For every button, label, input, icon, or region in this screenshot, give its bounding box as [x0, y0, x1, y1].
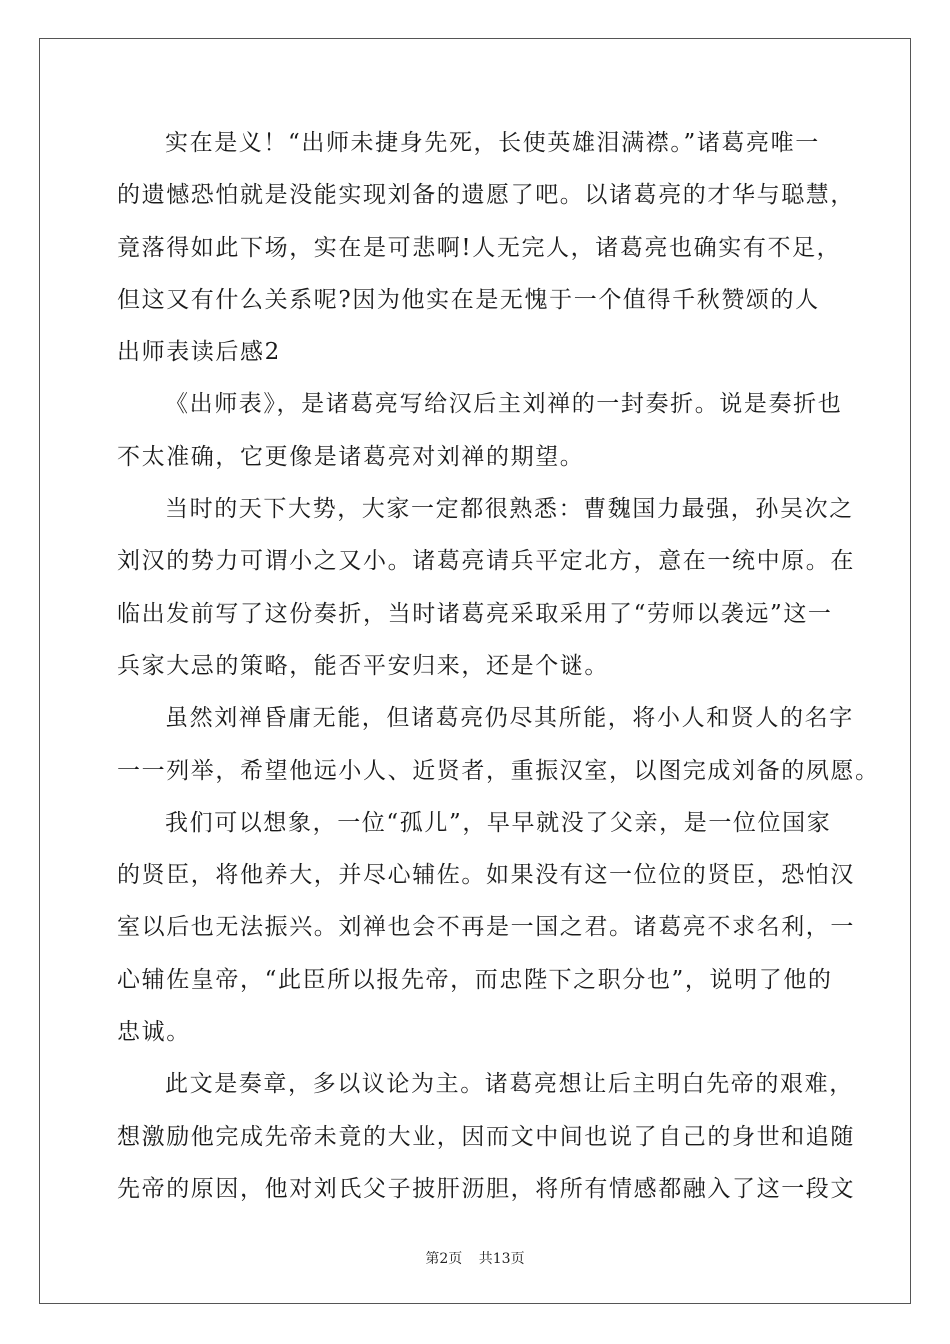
text-line: 当时的天下大势，大家一定都很熟悉：曹魏国力最强，孙吴次之	[165, 496, 854, 523]
text-line: 兵家大忌的策略，能否平安归来，还是个谜。	[117, 652, 609, 679]
text-line: 我们可以想象，一位“孤儿”，早早就没了父亲，是一位位国家	[165, 809, 832, 836]
text-line: 忠诚。	[117, 1019, 191, 1046]
text-line: 刘汉的势力可谓小之又小。诸葛亮请兵平定北方，意在一统中原。在	[117, 548, 855, 575]
text-line: 竟落得如此下场，实在是可悲啊!人无完人，诸葛亮也确实有不足，	[117, 234, 842, 261]
page-number: 第2页	[425, 1251, 463, 1267]
text-line: 不太准确，它更像是诸葛亮对刘禅的期望。	[117, 443, 585, 470]
text-line: 室以后也无法振兴。刘禅也会不再是一国之君。诸葛亮不求名利，一	[117, 914, 855, 941]
section-heading: 出师表读后感2	[117, 339, 281, 366]
page-footer	[0, 1248, 950, 1268]
document-body	[117, 128, 880, 1226]
page-total: 共13页	[478, 1251, 525, 1267]
text-line: 临出发前写了这份奏折，当时诸葛亮采取采用了“劳师以袭远”这一	[117, 600, 833, 627]
text-line: 心辅佐皇帝，“此臣所以报先帝，而忠陛下之职分也”，说明了他的	[117, 966, 833, 993]
text-line: 《出师表》，是诸葛亮写给汉后主刘禅的一封奏折。说是奏折也	[165, 391, 843, 418]
text-line: 想激励他完成先帝未竟的大业，因而文中间也说了自己的身世和追随	[117, 1123, 855, 1150]
text-line: 先帝的原因，他对刘氏父子披肝沥胆，将所有情感都融入了这一段文	[117, 1175, 855, 1202]
text-line: 虽然刘禅昏庸无能，但诸葛亮仍尽其所能，将小人和贤人的名字	[165, 705, 854, 732]
text-line: 但这又有什么关系呢?因为他实在是无愧于一个值得千秋赞颂的人	[117, 286, 820, 313]
text-line: 此文是奏章，多以议论为主。诸葛亮想让后主明白先帝的艰难，	[165, 1071, 854, 1098]
text-line: 的遗憾恐怕就是没能实现刘备的遗愿了吧。以诸葛亮的才华与聪慧，	[117, 182, 855, 209]
text-line: 的贤臣，将他养大，并尽心辅佐。如果没有这一位位的贤臣，恐怕汉	[117, 862, 855, 889]
text-line: 一一列举，希望他远小人、近贤者，重振汉室，以图完成刘备的夙愿。	[117, 757, 880, 784]
text-line: 实在是义！“出师未捷身先死，长使英雄泪满襟。”诸葛亮唯一	[165, 130, 820, 156]
